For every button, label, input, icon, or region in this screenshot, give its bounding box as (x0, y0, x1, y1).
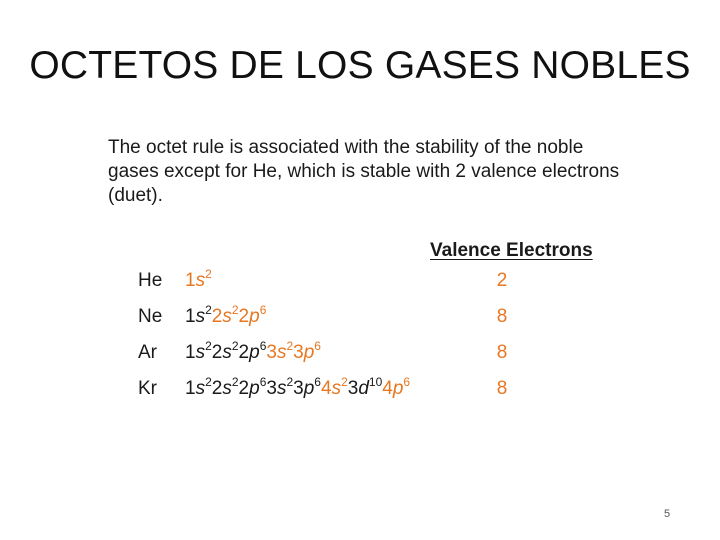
slide-title: OCTETOS DE LOS GASES NOBLES (29, 44, 691, 87)
orbital-term: $1s^2$ (185, 267, 212, 291)
valence-electrons-header: Valence Electrons (430, 240, 593, 261)
orbital-term: $1s^2$ (185, 339, 212, 363)
intro-text: The octet rule is associated with the stability of the noble gases except for He, which is stable with 2 valence electrons (duet). (108, 137, 620, 206)
orbital-term: $1s^2$ (185, 375, 212, 399)
orbital-term: $3p^6$ (293, 339, 321, 363)
orbital-term: $2p^6$ (238, 339, 267, 363)
electron-configuration (185, 339, 321, 364)
electron-configuration (185, 267, 212, 292)
electron-configuration (185, 303, 267, 328)
orbital-term: $2p^6$ (238, 303, 267, 327)
gas-row-ar (0, 339, 720, 372)
orbital-term: $1s^2$ (185, 303, 212, 327)
electron-configuration (185, 375, 411, 400)
gas-row-ne (0, 303, 720, 336)
orbital-term: $4p^6$ (382, 375, 411, 399)
orbital-term: $2s^2$ (211, 339, 239, 363)
valence-count: 8 (496, 378, 508, 399)
element-symbol: Kr (138, 378, 157, 399)
orbital-term: $3s^2$ (266, 339, 294, 363)
element-symbol: Ne (138, 306, 163, 327)
orbital-term: $2p^6$ (238, 375, 267, 399)
element-symbol: Ar (138, 342, 157, 363)
orbital-term: $2s^2$ (211, 303, 239, 327)
valence-count: 8 (496, 342, 508, 363)
orbital-term: $3s^2$ (266, 375, 294, 399)
orbital-term: $4s^2$ (320, 375, 348, 399)
orbital-term: $3p^6$ (293, 375, 321, 399)
orbital-term: $3d^{10}$ (347, 375, 383, 399)
gas-row-kr (0, 375, 720, 408)
valence-count: 2 (496, 270, 508, 291)
page-number: 5 (664, 508, 671, 520)
orbital-term: $2s^2$ (211, 375, 239, 399)
element-symbol: He (138, 270, 163, 291)
gas-row-he (0, 267, 720, 300)
valence-count: 8 (496, 306, 508, 327)
